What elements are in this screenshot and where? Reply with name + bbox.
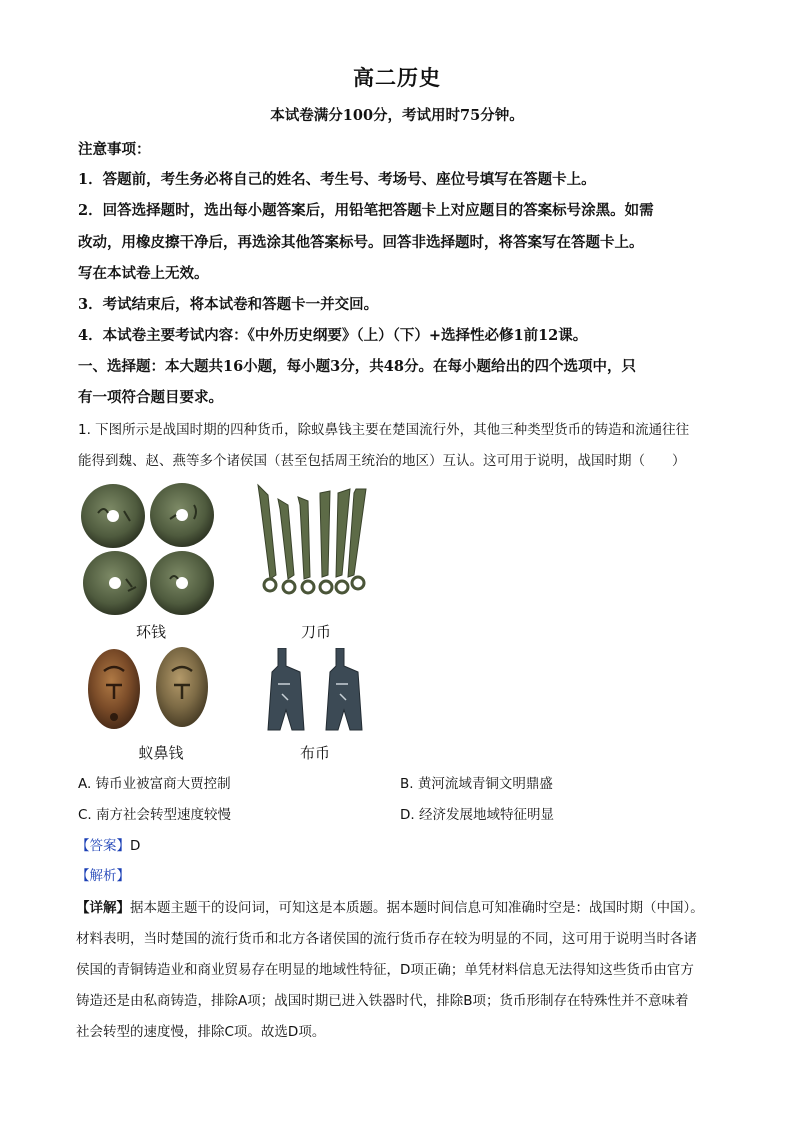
option-d: D. 经济发展地域特征明显 (400, 807, 554, 823)
notice-heading: 注意事项： (78, 141, 151, 158)
section-heading-2: 有一项符合题目要求。 (78, 389, 223, 406)
detail-line-5: 社会转型的速度慢，排除C项。故选D项。 (76, 1024, 326, 1040)
exam-subtitle: 本试卷满分100分，考试用时75分钟。 (270, 107, 524, 124)
option-b: B. 黄河流域青铜文明鼎盛 (400, 776, 553, 792)
notice-line-2: 2．回答选择题时，选出每小题答案后，用铅笔把答题卡上对应题目的答案标号涂黑。如需 (78, 202, 654, 219)
caption-bubi: 布币 (299, 744, 330, 762)
detail-line-3: 侯国的青铜铸造业和商业贸易存在明显的地域性特征，D项正确；单凭材料信息无法得知这些货币由官方 (76, 962, 694, 978)
detail-line-4: 铸造还是由私商铸造，排除A项；战国时期已进入铁器时代，排除B项；货币形制存在特殊性并不意味着 (76, 993, 689, 1009)
option-a: A. 铸币业被富商大贾控制 (78, 776, 231, 792)
section-heading-1: 一、选择题：本大题共16小题，每小题3分，共48分。在每小题给出的四个选项中，只 (78, 358, 636, 375)
spade-coins-image (256, 648, 371, 738)
notice-line-6: 4．本试卷主要考试内容：《中外历史纲要》（上）（下）+选择性必修1前12课。 (78, 327, 588, 344)
question-stem-2: 能得到魏、赵、燕等多个诸侯国（甚至包括周王统治的地区）互认。这可用于说明，战国时期（ ） (78, 453, 686, 469)
ant-nose-coins-image (86, 645, 216, 735)
detail-text-1: 据本题主题干的设问词，可知这是本质题。据本题时间信息可知准确时空是：战国时期（中国）。 (130, 900, 704, 916)
answer-tag: 【答案】 (76, 838, 130, 854)
ring-coins-image (78, 483, 218, 618)
question-stem-1: 1. 下图所示是战国时期的四种货币，除蚁鼻钱主要在楚国流行外，其他三种类型货币的铸造和流通往往 (78, 422, 690, 438)
page-title: 高二历史 (353, 65, 441, 90)
notice-line-1: 1．答题前，考生务必将自己的姓名、考生号、考场号、座位号填写在答题卡上。 (78, 171, 596, 188)
analysis-line (76, 864, 130, 884)
notice-line-4: 写在本试卷上无效。 (78, 265, 209, 282)
answer-value: D (130, 838, 141, 854)
caption-daobi: 刀币 (300, 623, 331, 641)
knife-coins-image (252, 483, 377, 608)
detail-line-2: 材料表明，当时楚国的流行货币和北方各诸侯国的流行货币存在较为明显的不同，这可用于说明当时各诸 (76, 931, 697, 947)
caption-huanqian: 环钱 (135, 623, 166, 641)
notice-line-5: 3．考试结束后，将本试卷和答题卡一并交回。 (78, 296, 379, 313)
option-c: C. 南方社会转型速度较慢 (78, 807, 232, 823)
analysis-tag: 【解析】 (76, 868, 130, 884)
notice-line-3: 改动，用橡皮擦干净后，再选涂其他答案标号。回答非选择题时，将答案写在答题卡上。 (78, 234, 644, 251)
detail-line-1 (76, 896, 704, 916)
caption-yibiqian: 蚁鼻钱 (138, 744, 184, 762)
answer-line (76, 834, 140, 854)
detail-tag: 【详解】 (76, 900, 130, 916)
